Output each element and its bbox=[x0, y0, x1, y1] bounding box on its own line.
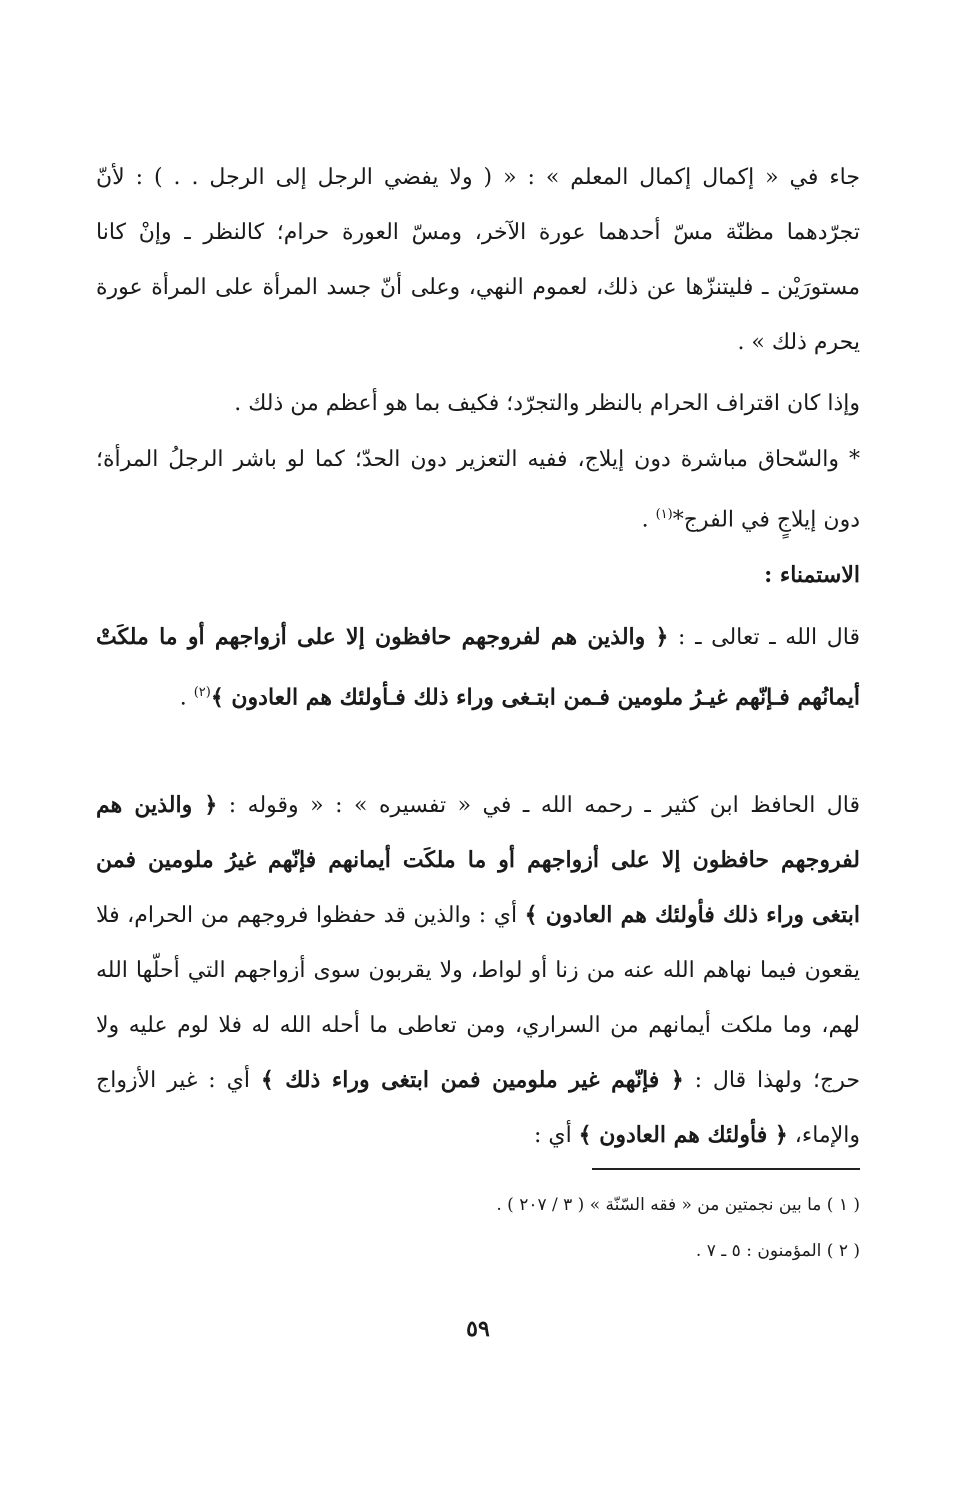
period: . bbox=[641, 507, 656, 533]
paragraph-text: وإذا كان اقتراف الحرام بالنظر والتجرّد؛ فكيف بما هو أعظم من ذلك . bbox=[234, 391, 860, 416]
section-heading-istimna: الاستمناء : bbox=[764, 562, 860, 588]
paragraph-sihaq bbox=[96, 432, 860, 547]
quran-verse: ﴿ والذين هم لفروجهم حافظون إلا على أزواجهم أو ما ملكَت أيمانهم فإنّهم غيرُ ملومين فمن ابتغى وراء ذلك فأولئك هم العادون ﴾ bbox=[96, 792, 860, 928]
page-number: ٥٩ bbox=[466, 1316, 490, 1342]
paragraph-quote-ikmal bbox=[96, 150, 860, 370]
tafsir-intro: قال الحافظ ابن كثير ـ رحمه الله ـ في « تفسيره » : « وقوله : bbox=[217, 793, 860, 818]
footnote-1: ( ١ ) ما بين نجمتين من « فقه السّنّة » ( ٣ / ٢٠٧ ) . bbox=[496, 1195, 860, 1215]
quran-verse: ﴿ فأولئك هم العادون ﴾ bbox=[578, 1122, 788, 1148]
paragraph-verse bbox=[96, 610, 860, 725]
footnote-2: ( ٢ ) المؤمنون : ٥ ـ ٧ . bbox=[695, 1241, 860, 1261]
paragraph-nazar bbox=[96, 376, 860, 431]
paragraph-text: جاء في « إكمال إكمال المعلم » : « ( ولا يفضي الرجل إلى الرجل . . ) : لأنّ تجرّدهما مظنّة مسّ أحدهما عورة الآخر، ومسّ العورة حرام؛ كالنظر ـ وإنْ كانا مستورَيْن ـ فليتنزّها عن ذلك، لعموم النهي، وعلى أنّ جسد المرأة على المرأة عورة يحرم ذلك » . bbox=[96, 165, 860, 355]
tafsir-text: أي : غير الأزواج والإماء، bbox=[96, 1068, 860, 1148]
footnote-ref-1: (١) bbox=[655, 507, 673, 522]
footnote-ref-2: (٢) bbox=[193, 685, 211, 700]
period: . bbox=[179, 685, 194, 711]
paragraph-ibn-kathir bbox=[96, 778, 860, 1163]
verse-intro: قال الله ـ تعالى ـ : bbox=[668, 625, 860, 650]
tafsir-text: أي : والذين قد حفظوا فروجهم من الحرام، فلا يقعون فيما نهاهم الله عنه من زنا أو لواط، ولا يقربون سوى أزواجهم التي أحلّها الله لهم، وما ملكت أيمانهم من السراري، ومن تعاطى ما أحله الله له فلا لوم عليه ولا حرج؛ ولهذا قال : bbox=[96, 903, 860, 1093]
tafsir-text: أي : bbox=[533, 1123, 579, 1148]
footnote-divider bbox=[592, 1168, 860, 1170]
quran-verse: ﴿ والذين هم لفروجهم حافظون إلا على أزواجهم أو ما ملكَتْ أيمانُهم فـإنّهم غيـرُ ملومين فـمن ابتـغى وراء ذلك فـأولئك هم العادون ﴾ bbox=[96, 624, 860, 711]
paragraph-text: * والسّحاق مباشرة دون إيلاج، ففيه التعزير دون الحدّ؛ كما لو باشر الرجلُ المرأة؛ دون إيلاجٍ في الفرج* bbox=[96, 447, 860, 533]
quran-verse: ﴿ فإنّهم غير ملومين فمن ابتغى وراء ذلك ﴾ bbox=[260, 1067, 684, 1093]
